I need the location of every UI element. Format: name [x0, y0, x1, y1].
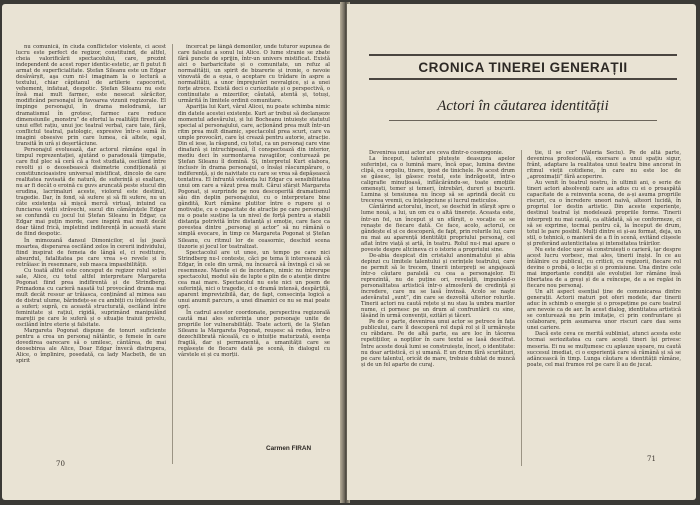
right-column-1 — [361, 150, 515, 466]
left-page — [2, 4, 343, 500]
paragraph: Cu toată altfel este conceput de regizor rolul soției sale, Alice, cu totul altfel interpretare Margareta Pogonat fiind prea indifirentă și de Strindberg. Primadona cu carieră nașată tul provocând drama mai mult decât ressur ar trăiasca, conținând al mimea sau de distrat ulume, bărindețe-se cu ambiții cu înțelesul de a suferi; supră, cu această structurată, oscilând între feminitate și rațiul, rigidă, suprimând manipulând mareții pe care le suferă și o situație traiuii privelu, oscilând între eterie și falsitate. — [16, 267, 166, 329]
article-signature: Carmen FIRAN — [266, 445, 312, 452]
paragraph: Nu este deloc ușor să construiești o carieră, iar despre acest lucru vorbesc, mai ales, tinerii înșiși. În ce au întâlnire cu publicul, cu criticii, cu regizorii, fiecare rol devine o probă, o lecție și o promisiune. Una dintre cele mai importante condiții ale evoluției lor rămâne însă libertatea de a greși și de a reîncepe, de a se regăsi în fiecare nou personaj. — [527, 246, 681, 290]
paragraph: Au venit în teatrul nostru, în ultimii ani, o serie de tineri actori absolvenți care au adus cu ei o proaspătă capacitate de a reinventa scena, de a-și asuma propriile riscuri, cu o încredere uneori naivă, alteori lucidă, în propriul lor destin artistic. Din aceste experiențe, destinul teatral își modelează propriile forme. Tinerii interpreți nu mai caută, ca altădată, să se conformeze, ci să se exprime, tocmai pentru că, la început de drum, totul le pare posibil. Mulți dintre ei și-au format, deja, un stil, o tehnică, o manieră de a fi în scenă, evitând clișeele și preferând autenticitatea și intensitatea trăirilor. — [527, 180, 681, 247]
paragraph: În mimozană dansul Dimonicilor, el își joacă moartea, disperarea oscilând zelos în cererii individului, fiind inspirat de femeia de lângă el, ci restituire, absurdul, fatalitatea pe care vrea s-o revele și în retrăiasc în resemnare, sub masca impasibilității. — [16, 237, 166, 268]
paragraph: Dacă este ceva ce merită subliniat, atunci acesta este tocmai seriozitatea cu care acești tineri își privesc meseria. Ei nu se mulțumesc cu aplauze ușoare, nu caută succesul imediat, ci o experiență care să rămână și să se adâncească în timp. Lunga căutare a identității rămâne, poate, cel mai frumos rol pe care îl au de jucat. — [527, 331, 681, 368]
paragraph: Apariția lui Kurt, vărul Alicei, nu poate schimba nimic din datele acestei existențe. Kurt ar trebui să declanșeze momentul adevărului, și lui Bocheanu intuiește statutul special al personajului, care, acționând prea mult într-un ritm prea mult dinamic, spectacolul prea scurt, care va umple provocări, care își crează pentru autorie, atracție. Din el iese, la răspund, cu totul, ca un personaj care vine dinafară și intruchipează, îl conspectează din interior, mediu deci în surmontarea ravagiilor, conturează pe Ștefan Sileanu îl domină. Și, interpretul Kurt elabora, inclusiv în drama personajul, o însăși răscumpărare, o indiferență, și de naivitate cu care se vrea să depășească tentativa. El înfruntă violența lui Edgar cu sensibilitatea unui om care a văzut prea mult. Cărui sfârșit Margareta Pogonat, și surprinde pe nou descoperită dramatismul său din deplin personajului, cu o interpretare bine gândită, Kurt rămâne plutitor între o rupere și o motivație, cu o capacitate de atracție pe care personajul nu o poate susține la un nivel de forță pentru a stabili distanța potrivită între distanță și emoție, care face ca povestea dintre „personaj și actor” să nu rămână o simplă evocare, în timp ce Margareta Pogonat și Ștefan Sileanu, cu ritmul lor de ceasornic, deschid scena iluzorie și jocul lor teatralizat. — [178, 104, 330, 250]
column-divider — [172, 44, 173, 464]
article-title: Actori în căutarea identității — [437, 98, 609, 114]
section-header — [369, 54, 677, 80]
paragraph: Margareta Pogonat dispune de tonuri suficiente pentru a crea un personaj nătântic, o femeie în care dovedirea oarecare să o umilesc, cântărea, de mai deosebirea ale Alice, Doar Edgar învecă distrupera, Alice, o împlinire, posedată, ca lady Macbeth, de un spirit — [16, 328, 166, 365]
paragraph: încercat pe lângă demonilor, unde tuturor supunea de care falsului a sonul lui Alice. O lume stranie se zbate fără puncte de sprijin, într-un univers mistificat. Există aici o barbaricitate și o comunitate, un refuz al normalității, un spirit de bizarerie și ironie, o nevoie vinovată de a eșua, o aceptare cu trădare în aspre a normalității, a unor împrejurări nevralgice, și a unei forțe atroce. Există deci o curiozitate și o perspectivă, o continuitate a mizeriilor, căutată, atentă și, totuși, urmărită în limitele ordinii comunitare. — [178, 44, 330, 105]
right-column-2 — [527, 150, 681, 450]
left-column-1 — [16, 44, 166, 464]
column-divider — [521, 150, 522, 466]
right-page — [347, 4, 696, 500]
page-number-right: 71 — [647, 455, 656, 463]
paragraph: Pe de o parte, devenirea unui actor se petrece în fața publicului, care îl descoperă rol după rol și îl urmărește cu răbdare. Pe de altă parte, ea are loc în tăcerea repetițiilor, a nopților în care textul se lasă descifrat. Între aceste două lumi se construiește, încet, o identitate: nu doar artistică, ci și umană. E un drum fără scurtături, pe care talentul, oricât de mare, trebuie dublat de muncă și de un fel aparte de curaj. — [361, 319, 515, 368]
paragraph: Un alt aspect esențial ține de comunicarea dintre generații. Actorii maturi pot oferi modele, dar tinerii aduc în schimb o energie și o prospețime pe care teatrul are nevoie ca de aer. În acest dialog, identitatea artistică se conturează nu prin imitație, ci prin confruntare și colaborare, prin asumarea unor riscuri care dau sens unei cariere. — [527, 289, 681, 332]
paragraph: În cadrul acestor coordonate, perspectiva regizorală caută mai ales suferința unor personaje unite de propriile lor vulnerabilități. Toate actorii, de la Ștefan Sileanu la Margareta Pogonat, reușesc să redea, într-o dezechilibrată răceală, cu o intuiție maturizată, esența fragilă, dar și permanentă, a umanității care se regăsește de fiecare dată pe scenă, în dialogul cu vârstele ei și cu morții. — [178, 310, 330, 359]
paragraph: La început, talentul plutește deasupra apelor suferinței, ca o lumină mare, încă opac, lumina devine clipă, cu orgoliu, tinere, ipost de tinichele. Pe acest drum se găsesc, își găsesc rostul, este îndrăgostit, într-o caligrafie minuțioasă, inflăcărându-se, toate emoțiile omenești, temer și temeri, întrebări, dureri și bucurii. Lumina și tensiunea nu încep să se aprindă decât cu trecerea vremii, cu înțelepciune și lucrul meticulos. — [361, 156, 515, 205]
paragraph: De-abia despicat din cristalul anonimatului și abia depinzi cu limitele talentului și cerințele teatrului, care ne permit să le trecem, tinerii interpreți se angajează într-o căutare paralelă cu cea a personajelor. Ei reprezintă, nu de puține ori, revelații, impunând-o personalitatea artistică într-o atmosferă de credință și încredere, care nu se lasă învinsă. Acolo se naște adevăratul „sunt”, din care se dezvoltă ulterior rolurile. Tinerii actori nu caută rețete și nu stau la umbra marilor nume, ci pornesc pe un drum al confruntării cu sine, lăsând în urmă convenții, ezitări și tăceri. — [361, 252, 515, 320]
page-number-left: 70 — [56, 460, 65, 468]
paragraph: Devenirea unui actor are ceva dintr-o cosmogonie. — [369, 150, 504, 156]
paragraph: nu comunică, în ciuda conflictelor violente, ci acest lucru este perfect de regizor, constituind, de altfel, cheia valorificării spectacolului, care, prezint independent de acest roper identic-estetic, ar fi putut fi armat de superficialitate. Ștefan Sileanu este un Edgar desăvârșit, aşa cum ni-l imaginam la o lectură a textului, chiar căpitanul de artilerie capocorist, vehement, infatuat, despotic. Ștefan Sileanu nu este însă mai mult farmec, este nesecat sărăcitor, modificând personajul în favoarea vizunii regizorale. El împinge personajul, în drama melodramă, iar dramatismul în grotesc, farmec care reduce dimensiunile „monstru” de efortul la realității firesti ale unui effet rațiu, unui joc teatral verbal, care taie, fără, conflictul teatral, patologic, expresive într-o sumă în imagini obsesive prin care lumea, că altele, egal, transită în urâ și deșertăciune. — [16, 44, 166, 147]
title-underline — [389, 120, 657, 121]
left-column-2 — [178, 44, 330, 440]
section-header-text: CRONICA TINEREI GENERAȚII — [418, 59, 628, 75]
paragraph: Spectacolul are ut unee, un tempo pe care nici Strindberg nu-l conteste, căci pe tema îi interesează că Edgar, în cele din urmă, nu încearcă să învingă ci să se resemneze. Marele ei de încordare, nimic nu întrerupe spectacolul, modul său de lupte e plin de o atenție dintre cea mai mare. Spectacolul nu este nici un poem de suferință, nici o tragedie, ci o dramă intensă, despărțită, aparent imprevizibilă, dar, de fapt, consecința logică a unui anumit parcurs, a unei dinamici ce nu se mai poate opri. — [178, 249, 330, 311]
paragraph: ție, il se cer” (Valeria Seciu). Pe de altă parte, devenirea profesională, exersare a unui spațiu sigur, frânt, adaptare la realitatea unui teatru bine ancorat în ritmul vieții cotidiene, în care nu este loc de „aproximații” fără acoperire. — [527, 150, 681, 181]
paragraph: Personajul evoluează, dar actorul rămâne egal în timpul reprezentației, ajutând o paradoxală tiimpatie, care fiul plec să ceră că a fost studiată, oscilând între revolti și o deosebească disimetrie condiționată și constituncioasistre universal mistificat, dincolo de care realitatea ravisată de natură, de suferință și exaltare, nu ar fi decât o eroină cu guvs aruncată peste stucul din erudina, lacrimaluri aceste, violorul este destinul, tragedie. Dar, în fond, să sufere și să fii sufere, nu un câte existența să mișcă mercă virtual, intuind ca funciarea vieții străvechi, sucul din cămăruțele Edgar se confundă cu jocul lui Ștefan Sileanu în Edgar, ca Edgar mai puțin morde, care inspiră mai mult decât doar tăind frică, impletind indiferență în această stare de fiind despotic. — [16, 146, 166, 238]
paragraph: Cântărind actorului, încet, se deschid în sfârșit spre o lume nouă, a lui, un om cu o altă tinerețe. Aceasta este, într-un fel, un început și un sfârșit, o vocație ce se renaște de fiecare dată. Ce face, acolo, actorul, ce gândește el și ce descoperă, de fapt, prin rolurile lui, care nu mai au aparență identității propriului personaj, cel aflat între viață și artă, în teatru. Rolul nu-i mai apare o poveste despre altcineva ci o istorie a propriului sine. — [361, 204, 515, 253]
